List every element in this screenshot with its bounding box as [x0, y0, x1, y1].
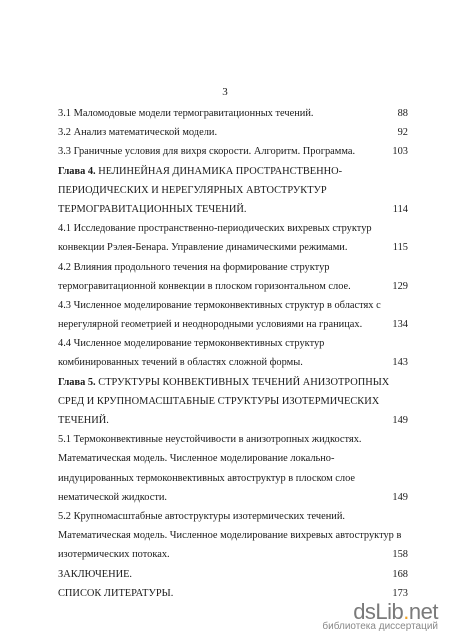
- toc-line: [58, 353, 408, 372]
- toc-line: [58, 258, 408, 277]
- toc-line-text: конвекции Рэлея-Бенара. Управление динамическими режимами.: [58, 242, 348, 254]
- toc-page-number: 158: [392, 549, 408, 561]
- toc-line-text: ПЕРИОДИЧЕСКИХ И НЕРЕГУЛЯРНЫХ АВТОСТРУКТУР: [58, 184, 327, 196]
- toc-line: [58, 219, 408, 238]
- toc-line-text: нематической жидкости.: [58, 491, 168, 503]
- toc-page-number: 114: [392, 203, 408, 215]
- toc-entry: [58, 219, 408, 257]
- toc-line-text: 4.3 Численное моделирование термоконвективных структур в областях с: [58, 299, 381, 311]
- toc-entry: [58, 507, 408, 565]
- toc-line-text: Глава 5. СТРУКТУРЫ КОНВЕКТИВНЫХ ТЕЧЕНИЙ АНИЗОТРОПНЫХ: [58, 376, 390, 388]
- toc-line: [58, 123, 408, 142]
- toc-line: [58, 373, 408, 392]
- toc-line-text: 3.3 Граничные условия для вихря скорости. Алгоритм. Программа.: [58, 146, 356, 158]
- toc-entry: [58, 334, 408, 372]
- toc-line: [58, 526, 408, 545]
- watermark-logo: dsLib.net: [353, 599, 438, 624]
- toc-line: [58, 181, 408, 200]
- toc-line: [58, 507, 408, 526]
- toc-line-text: 5.2 Крупномасштабные автоструктуры изотермических течений.: [58, 510, 345, 522]
- toc-line: [58, 411, 408, 430]
- toc-line: [58, 162, 408, 181]
- toc-line-text: 3.1 Маломодовые модели термогравитационных течений.: [58, 108, 314, 119]
- toc-entry: [58, 104, 408, 123]
- toc-line: [58, 430, 408, 449]
- toc-entry: [58, 162, 408, 220]
- chapter-label: Глава 4.: [58, 165, 96, 177]
- toc-line: [58, 200, 408, 219]
- toc-page-number: 103: [392, 146, 408, 158]
- toc-entry: [58, 373, 408, 431]
- toc-entry: [58, 430, 408, 507]
- toc-line-text: комбинированных течений в областях сложной формы.: [58, 357, 303, 369]
- toc-line: [58, 104, 408, 123]
- toc-line-text: Математическая модель. Численное моделирование вихревых автоструктур в: [58, 530, 402, 542]
- toc-page-number: 88: [397, 108, 408, 119]
- toc-entry: [58, 296, 408, 334]
- toc-line-text: СРЕД И КРУПНОМАСШТАБНЫЕ СТРУКТУРЫ ИЗОТЕРМИЧЕСКИХ: [58, 395, 380, 407]
- toc-line-text: ЗАКЛЮЧЕНИЕ.: [58, 568, 133, 580]
- chapter-label: Глава 5.: [58, 376, 96, 388]
- toc-line: [58, 469, 408, 488]
- toc-page-number: 173: [392, 587, 408, 599]
- toc-line: [58, 565, 408, 584]
- toc-page-number: 149: [392, 415, 408, 426]
- toc-line-text: индуцированных термоконвективных автоструктур в плоском слое: [58, 472, 356, 484]
- toc-line-text: 4.4 Численное моделирование термоконвективных структур: [58, 338, 325, 350]
- watermark-subtitle: библиотека диссертаций: [322, 621, 438, 632]
- toc-page-number: 134: [392, 319, 408, 331]
- toc-line: [58, 277, 408, 296]
- toc-line-text: СПИСОК ЛИТЕРАТУРЫ.: [58, 587, 174, 599]
- toc-line-text: Глава 4. НЕЛИНЕЙНАЯ ДИНАМИКА ПРОСТРАНСТВЕННО-: [58, 165, 343, 177]
- toc-entry: [58, 565, 408, 584]
- toc-line-text: термогравитационной конвекции в плоском горизонтальном слое.: [58, 280, 351, 292]
- table-of-contents: [58, 104, 408, 603]
- toc-entry: [58, 123, 408, 142]
- toc-page-number: 168: [392, 568, 408, 580]
- toc-line-text: 3.2 Анализ математической модели.: [58, 127, 218, 139]
- toc-page-number: 115: [392, 242, 408, 254]
- toc-line-text: ТЕРМОГРАВИТАЦИОННЫХ ТЕЧЕНИЙ.: [58, 203, 247, 215]
- toc-line-text: ТЕЧЕНИЙ.: [58, 415, 109, 426]
- toc-line: [58, 238, 408, 257]
- toc-page-number: 149: [392, 491, 408, 503]
- toc-line-text: 4.1 Исследование пространственно-периодических вихревых структур: [58, 223, 372, 235]
- toc-line: [58, 315, 408, 334]
- toc-page-number: 129: [392, 280, 408, 292]
- watermark: [322, 599, 438, 632]
- toc-line-text: 5.1 Термоконвективные неустойчивости в анизотропных жидкостях.: [58, 434, 362, 446]
- toc-line-text: изотермических потоках.: [58, 549, 170, 561]
- toc-entry: [58, 258, 408, 296]
- toc-line: [58, 334, 408, 353]
- toc-line: [58, 545, 408, 564]
- toc-page-number: 92: [397, 127, 408, 139]
- toc-line-text: нерегулярной геометрией и неоднородными условиями на границах.: [58, 319, 363, 331]
- toc-line: [58, 296, 408, 315]
- toc-line: [58, 392, 408, 411]
- toc-entry: [58, 142, 408, 161]
- page-number: 3: [222, 86, 228, 98]
- toc-line: [58, 488, 408, 507]
- toc-line-text: Математическая модель. Численное моделирование локально-: [58, 453, 335, 465]
- toc-line: [58, 142, 408, 161]
- toc-line-text: 4.2 Влияния продольного течения на формирование структур: [58, 261, 330, 273]
- toc-page-number: 143: [392, 357, 408, 369]
- toc-line: [58, 449, 408, 468]
